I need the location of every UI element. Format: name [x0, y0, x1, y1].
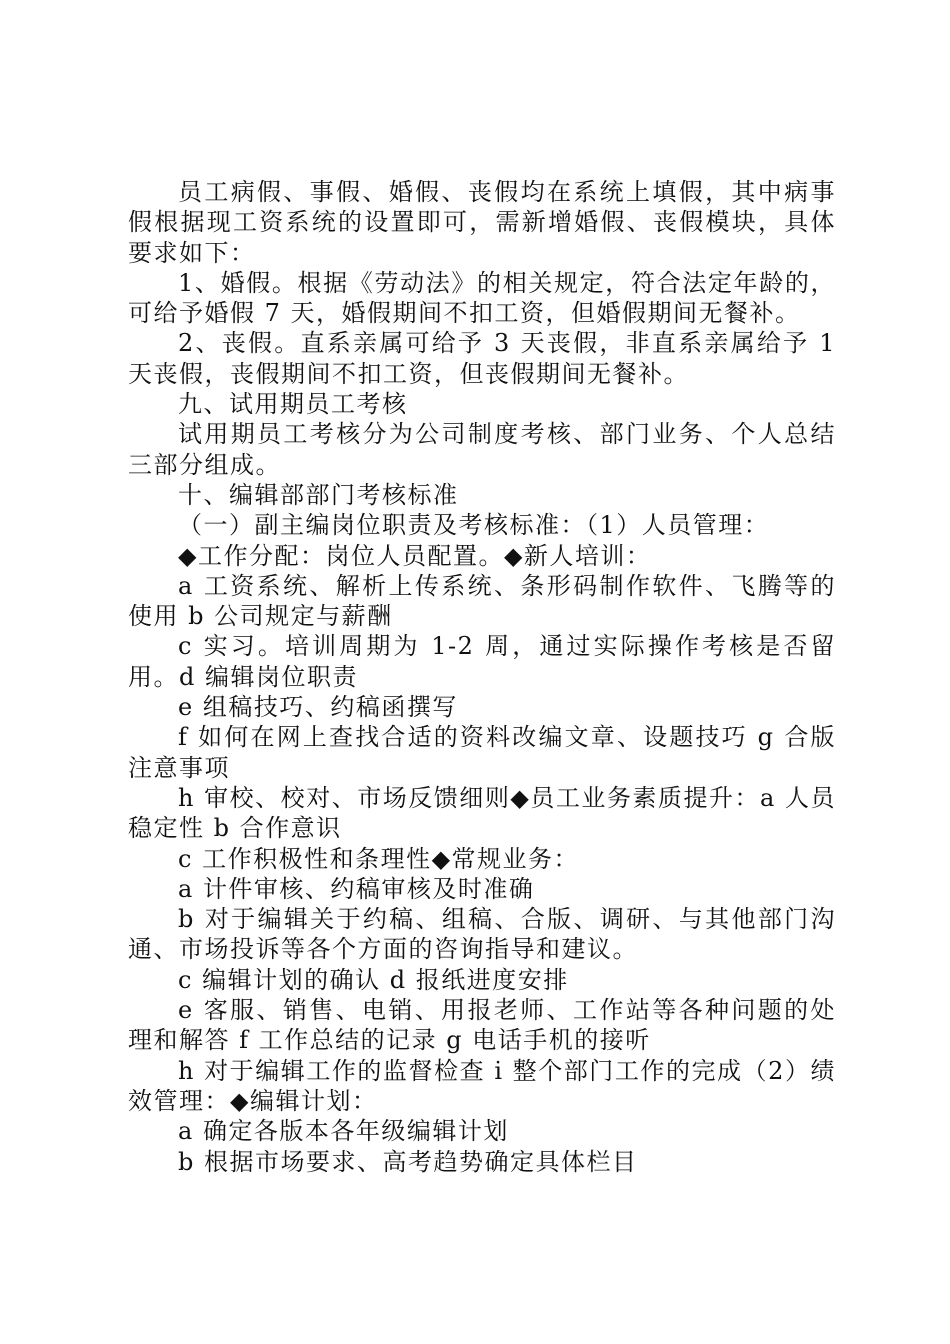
subsection-heading-deputy-editor: （一）副主编岗位职责及考核标准：（1）人员管理： [178, 511, 770, 540]
section-heading-probation: 九、试用期员工考核 [178, 390, 408, 419]
list-item: e 组稿技巧、约稿函撰写 [178, 693, 458, 722]
list-item: ◆工作分配：岗位人员配置。◆新人培训： [178, 541, 652, 570]
list-item: b 根据市场要求、高考趋势确定具体栏目 [178, 1147, 638, 1176]
section-heading-editorial: 十、编辑部部门考核标准 [178, 480, 459, 509]
list-item: b 对于编辑关于约稿、组稿、合版、调研、与其他部门沟通、市场投诉等各个方面的咨询指导和建议。 [128, 905, 836, 964]
list-item: e 客服、销售、电销、用报老师、工作站等各种问题的处理和解答 f 工作总结的记录 g 电话手机的接听 [128, 996, 836, 1055]
paragraph-probation: 试用期员工考核分为公司制度考核、部门业务、个人总结三部分组成。 [128, 420, 836, 479]
document-body [128, 177, 836, 1177]
list-item: h 审校、校对、市场反馈细则◆员工业务素质提升：a 人员稳定性 b 合作意识 [128, 783, 836, 843]
paragraph-marriage-leave: 1、婚假。根据《劳动法》的相关规定，符合法定年龄的，可给予婚假 7 天，婚假期间不扣工资，但婚假期间无餐补。 [128, 268, 836, 328]
list-item: c 实习。培训周期为 1-2 周，通过实际操作考核是否留用。d 编辑岗位职责 [128, 632, 836, 691]
list-item: a 确定各版本各年级编辑计划 [178, 1117, 509, 1146]
list-item: c 编辑计划的确认 d 报纸进度安排 [178, 965, 569, 994]
paragraph-leave-intro: 员工病假、事假、婚假、丧假均在系统上填假，其中病事假根据现工资系统的设置即可，需新增婚假、丧假模块，具体要求如下： [128, 178, 836, 267]
list-item: a 工资系统、解析上传系统、条形码制作软件、飞腾等的使用 b 公司规定与薪酬 [128, 571, 836, 631]
list-item: c 工作积极性和条理性◆常规业务： [178, 844, 580, 873]
list-item: h 对于编辑工作的监督检查 i 整个部门工作的完成（2）绩效管理：◆编辑计划： [128, 1056, 836, 1115]
paragraph-funeral-leave: 2、丧假。直系亲属可给予 3 天丧假，非直系亲属给予 1 天丧假，丧假期间不扣工资，但丧假期间无餐补。 [128, 329, 836, 388]
list-item: a 计件审核、约稿审核及时准确 [178, 874, 535, 903]
list-item: f 如何在网上查找合适的资料改编文章、设题技巧 g 合版注意事项 [128, 723, 836, 782]
